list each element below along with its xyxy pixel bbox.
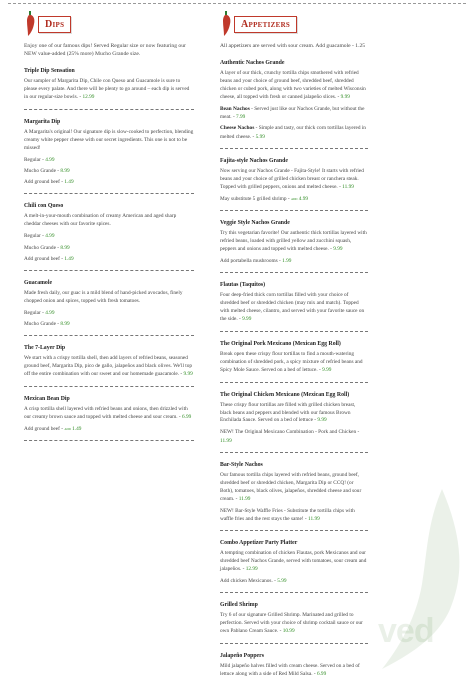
item-title: Grilled Shrimp — [220, 602, 258, 608]
price-line: Mucho Grande - 8.99 — [24, 168, 70, 175]
price-line: Regular - 4.99 — [24, 156, 55, 163]
menu-item-7-layer-dip — [24, 345, 194, 387]
item-description: A crisp tortilla shell layered with refried beans and onions, then drizzled with our creamy brown sauce and topped with melted cheese and sour cream. - 6.99 — [24, 406, 192, 420]
item-title: The 7-Layer Dip — [24, 345, 66, 352]
dips-column — [24, 10, 194, 450]
item-description: Break open these crispy flour tortillas to find a mouth-watering combination of shredded pork, a spicy mixture of refried beans and Spicy Mole Sauce. Served on a bed of lettuce. - 9.99 — [220, 350, 363, 373]
price-line: Regular - 4.99 — [24, 233, 55, 240]
price-line: Regular - 4.99 — [24, 309, 55, 316]
item-divider — [220, 331, 368, 332]
menu-item-combo-platter — [220, 540, 368, 593]
menu-item-guacamole — [24, 280, 194, 336]
item-title: Bar-Style Nachos — [220, 461, 263, 468]
item-title: Authentic Nachos Grande — [220, 60, 285, 67]
item-title: Guacamole — [24, 279, 53, 286]
menu-item-chili-con-queso — [24, 203, 194, 270]
item-description: Now serving our Nachos Grande - Fajita-Style! It starts with refried beans and your choice of grilled chicken breast or ranchera steak. Topped with grilled peppers, onions and melted cheese. - 11.99 — [220, 168, 364, 190]
item-description: We start with a crispy tortilla shell, then add layers of refried beans, seasoned ground beef, Margarita Dip, pico de gallo, jalapeños and black olives. We'll top off the entire combination with our sweet and our homemade guacamole. - 9.99 — [24, 355, 193, 378]
item-description: A layer of our thick, crunchy tortilla chips smothered with refried beans and your choice of ground beef, shredded beef, shredded chicken or cubed pork, along with two varieties of melted Wisconsin cheese, all topped with fresh or canned jalapeño slices. - 9.99 — [220, 70, 366, 100]
extra-item: Cheese Nachos - Simple and tasty, our thick corn tortillas layered in melted cheese. - 5.99 — [220, 125, 366, 140]
item-title: Veggie Style Nachos Grande — [220, 220, 290, 227]
dips-title: Dips — [38, 16, 71, 33]
item-divider — [24, 335, 194, 336]
appetizers-heading — [220, 10, 368, 38]
price-line: May substitute 5 grilled shrimp - add 4.99 — [220, 195, 309, 202]
price-line: Add ground beef - add 1.49 — [24, 425, 82, 432]
watermark-text: ved — [378, 612, 434, 650]
menu-item-grilled-shrimp — [220, 602, 368, 644]
menu-item-jalapeno-poppers — [220, 653, 368, 679]
item-title: Combo Appetizer Party Platter — [220, 539, 298, 546]
item-description: Four deep-fried thick corn tortillas filled with your choice of shredded beef or shredded chicken (may mix and match). Topped with melted cheese, cilantro, and served with your favorite sauce on the side. - 9.99 — [220, 292, 365, 322]
menu-item-margarita-dip — [24, 119, 194, 194]
item-description: Our sampler of Margarita Dip, Chile con Queso and Guacamole is sure to please every palate. And there will be plenty to go around – each dip is served in our regular-size bowls. - 12.99 — [24, 78, 190, 101]
item-divider — [24, 109, 194, 110]
item-description: These crispy flour tortillas are filled with grilled chicken breast, black beans and peppers and blended with our famous Brown Enchilada Sauce. Served on a bed of lettuce - 9.99 — [220, 401, 356, 424]
price-line: Add ground beef - 1.49 — [24, 179, 74, 186]
item-title: Jalapeño Poppers — [220, 652, 264, 659]
item-divider — [220, 530, 368, 531]
item-price: 9.99 — [183, 371, 193, 378]
chili-pepper-icon — [220, 11, 232, 37]
price-line: Mucho Grande - 8.99 — [24, 244, 70, 251]
item-title: The Original Chicken Mexicano (Mexican Egg Roll) — [220, 391, 350, 398]
menu-item-authentic-nachos-grande — [220, 60, 368, 149]
item-divider — [220, 592, 368, 593]
menu-item-mexican-bean-dip — [24, 396, 194, 441]
price-line: Add portabella mushrooms - 1.99 — [220, 257, 292, 264]
item-divider — [220, 210, 368, 211]
item-title: Mexican Bean Dip — [24, 396, 70, 403]
extra-item: Bean Nachos - Served just like our Nachos Grande, but without the meat. - 7.99 — [220, 105, 365, 121]
price-line: Mucho Grande - 8.99 — [24, 321, 70, 328]
item-title: Triple Dip Sensation — [24, 68, 75, 75]
menu-item-pork-mexicano — [220, 341, 368, 383]
item-divider — [24, 386, 194, 387]
appetizers-title: Appetizers — [234, 16, 297, 33]
item-divider — [220, 148, 368, 149]
appetizers-intro: All appetizers are served with sour cream. Add guacamole - 1.25 — [220, 43, 366, 49]
chili-pepper-watermark-icon — [372, 484, 472, 684]
item-note: NEW! Bar-Style Waffle Fries - Substitute the tortilla chips with waffle fries and the rest stays the same! - 11.99 — [220, 507, 355, 522]
item-description: Made fresh daily, our guac is a mild blend of hand-picked avocados, finely chopped onion and spices, topped with fresh tomatoes. — [24, 289, 183, 304]
item-price: 6.99 — [181, 413, 192, 420]
menu-item-chicken-mexicano — [220, 392, 368, 453]
item-description: Mild jalapeño halves filled with cream cheese. Served on a bed of lettuce along with a side of Red Mild Salsa. - 6.99 — [220, 662, 360, 677]
item-description: Try this vegetarian favorite! Our authentic thick tortillas layered with refried beans, loaded with grilled yellow and zucchini squash, peppers and onions and topped with melted cheese. - 9.99 — [220, 230, 367, 252]
item-title: Fajita-style Nachos Grande — [220, 158, 288, 165]
menu-item-triple-dip — [24, 68, 194, 110]
dips-heading — [24, 10, 194, 38]
menu-item-veggie-nachos — [220, 220, 368, 273]
item-description: A Margarita's original! Our signature dip is slow-cooked to perfection, blending creamy white pepper cheese with our secret ingredients. This one is not to be missed! — [24, 129, 194, 151]
top-divider — [8, 3, 466, 4]
item-description: Try 6 of our signature Grilled Shrimp. Marinated and grilled to perfection. Served with your choice of shrimp cocktail sauce or our own Pablano Cream Sauce. - 10.99 — [220, 612, 363, 634]
item-divider — [24, 270, 194, 271]
item-divider — [220, 272, 368, 273]
item-title: Chili con Queso — [24, 203, 64, 210]
item-divider — [24, 193, 194, 194]
menu-item-flautas — [220, 282, 368, 332]
item-divider — [220, 643, 368, 644]
item-description: A tempting combination of chicken Flautas, pork Mexicanos and our shredded beef Nachos Grande, served with tomatoes, sour cream and jalapeños. - 12.99 — [220, 549, 367, 572]
item-divider — [220, 452, 368, 453]
item-note: NEW! The Original Mexicano Combination - Pork and Chicken - 11.99 — [220, 429, 360, 444]
item-description: A melt-in-your-mouth combination of creamy American and aged sharp cheddar cheeses with our favorite spices. — [24, 213, 177, 228]
item-title: The Original Pork Mexicano (Mexican Egg Roll) — [220, 340, 341, 347]
price-line: Add ground beef - 1.49 — [24, 255, 74, 262]
item-title: Margarita Dip — [24, 119, 61, 126]
menu-item-fajita-nachos — [220, 158, 368, 211]
menu-item-bar-style-nachos — [220, 462, 368, 531]
item-price: 12.99 — [82, 94, 95, 101]
item-divider — [220, 382, 368, 383]
chili-pepper-icon — [24, 11, 36, 37]
item-title: Flautas (Taquitos) — [220, 282, 266, 289]
item-divider — [24, 440, 194, 441]
appetizers-column — [220, 10, 368, 688]
price-line: Add chicken Mexicanos. - 5.99 — [220, 577, 287, 584]
dips-intro: Enjoy one of our famous dips! Served Regular size or now featuring our NEW value-added (25% more) Mucho Grande size. — [24, 43, 186, 58]
item-description: Our famous tortilla chips layered with refried beans, ground beef, shredded beef or shredded chicken, Margarita Dip or CCQ! (or Both), tomatoes, black olives, jalapeños, shredded cheese and sour cream. - 11.99 — [220, 471, 362, 502]
